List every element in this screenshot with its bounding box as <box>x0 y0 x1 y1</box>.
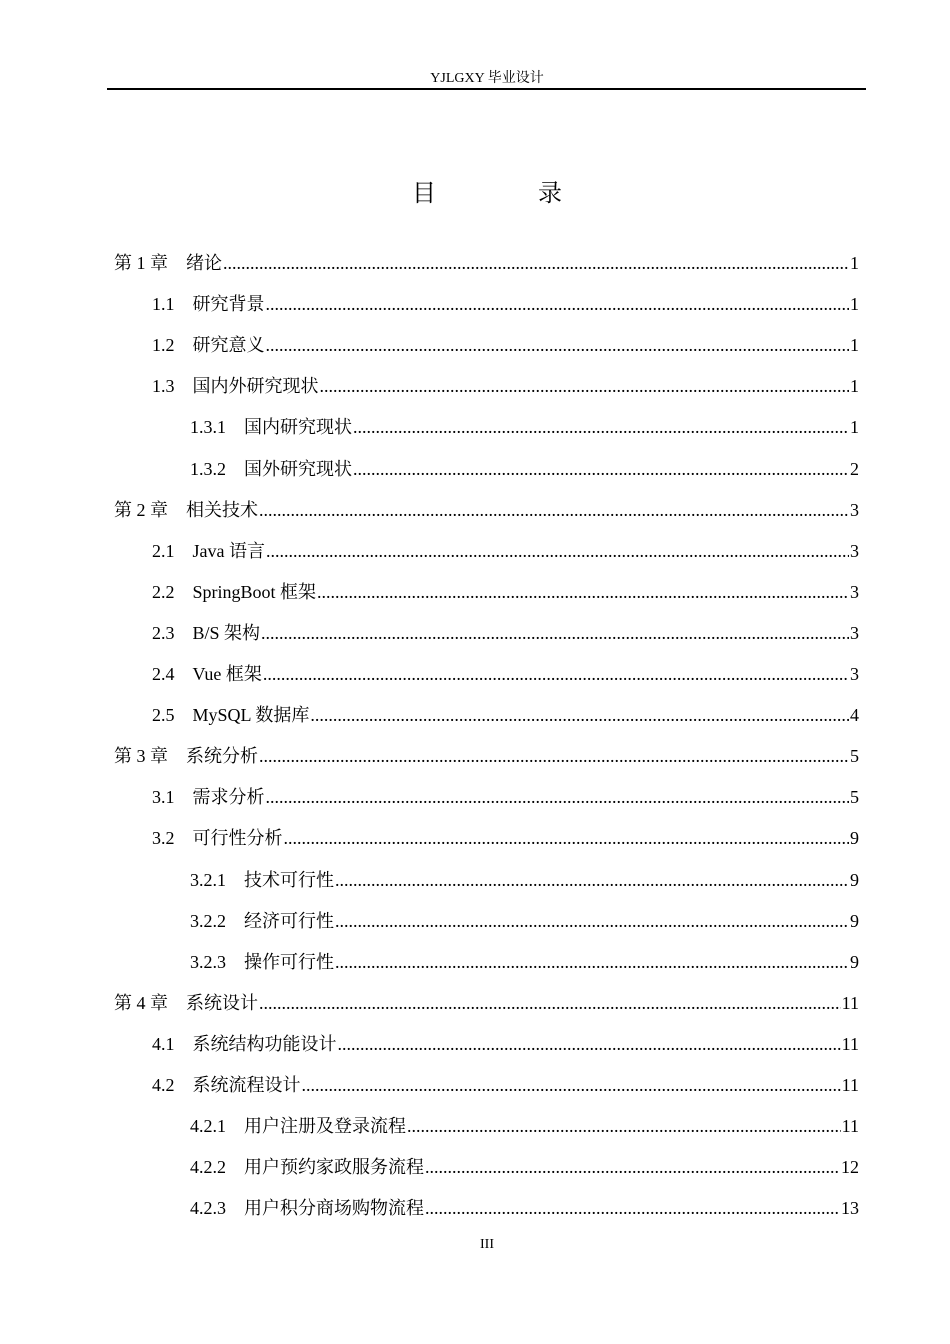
toc-entry[interactable] <box>190 933 859 974</box>
toc-dot-leader <box>261 621 849 645</box>
toc-entry-page: 1 <box>850 253 859 273</box>
toc-entry-page: 11 <box>841 1033 859 1054</box>
toc-dot-leader <box>425 1155 840 1179</box>
toc-entry-page: 1 <box>850 417 859 438</box>
toc-entry-number: 1.3.2 <box>190 458 226 479</box>
toc-dot-leader <box>335 868 849 892</box>
toc-entry[interactable] <box>190 1138 859 1179</box>
toc-entry-label: 可行性分析 <box>192 828 283 849</box>
toc-entry-number: 3.2.2 <box>190 910 226 931</box>
page-header: YJLGXY 毕业设计 <box>430 71 544 86</box>
toc-dot-leader <box>310 703 849 727</box>
toc-dot-leader <box>266 292 850 316</box>
toc-entry-page: 1 <box>850 335 859 356</box>
toc-dot-leader <box>223 251 849 275</box>
toc-entry[interactable] <box>152 645 859 686</box>
toc-entry-label: 相关技术 <box>186 499 258 520</box>
toc-entry[interactable] <box>152 357 859 398</box>
toc-entry-page: 11 <box>841 1075 859 1095</box>
toc-entry-number: 3.2.3 <box>190 951 226 972</box>
toc-entry-number: 2.4 <box>152 664 175 684</box>
page-number: III <box>480 1237 494 1252</box>
toc-entry-label: 用户积分商场购物流程 <box>244 1198 424 1219</box>
toc-entry-page: 13 <box>841 1198 859 1219</box>
toc-entry-page: 11 <box>841 992 859 1013</box>
toc-entry-number: 2.5 <box>152 705 175 726</box>
toc-entry-number: 1.1 <box>152 294 175 315</box>
toc-entry[interactable] <box>152 1015 859 1056</box>
toc-entry-label: 系统结构功能设计 <box>192 1033 337 1054</box>
toc-dot-leader <box>353 457 849 481</box>
toc-entry-page: 5 <box>850 746 859 767</box>
toc-entry[interactable] <box>152 316 859 357</box>
toc-dot-leader <box>284 826 850 850</box>
toc-entry-page: 2 <box>850 458 859 479</box>
toc-entry-label: 绪论 <box>186 253 222 273</box>
toc-entry[interactable] <box>190 892 859 933</box>
toc-entry-label: 用户预约家政服务流程 <box>244 1157 424 1178</box>
toc-entry-page: 4 <box>850 705 859 726</box>
toc-entry-label: SpringBoot 框架 <box>192 581 317 602</box>
toc-dot-leader <box>317 580 849 604</box>
toc-entry-number: 3.2 <box>152 828 175 849</box>
toc-entry-number: 1.3 <box>152 376 175 397</box>
toc-entry-number: 4.1 <box>152 1033 175 1054</box>
toc-entry-label: 系统流程设计 <box>192 1075 301 1095</box>
toc-entry[interactable] <box>114 481 859 522</box>
toc-dot-leader <box>335 950 849 974</box>
toc-entry[interactable] <box>152 809 859 850</box>
toc-entry-number: 4.2.1 <box>190 1116 226 1137</box>
toc-entry[interactable] <box>114 974 859 1015</box>
toc-dot-leader <box>425 1196 840 1220</box>
toc-dot-leader <box>266 333 850 357</box>
toc-entry-label: 研究意义 <box>192 335 265 356</box>
toc-entry-page: 3 <box>850 581 859 602</box>
toc-entry-label: MySQL 数据库 <box>192 705 310 726</box>
toc-entry-page: 9 <box>850 910 859 931</box>
toc-entry-page: 12 <box>841 1157 859 1178</box>
toc-entry-page: 5 <box>850 787 859 808</box>
toc-entry-label: 操作可行性 <box>244 951 334 972</box>
toc-dot-leader <box>259 744 849 768</box>
toc-dot-leader <box>335 909 849 933</box>
toc-entry[interactable] <box>114 234 859 275</box>
toc-entry[interactable] <box>190 1179 859 1220</box>
toc-entry[interactable] <box>152 768 859 809</box>
toc-dot-leader <box>259 991 841 1015</box>
toc-entry-page: 3 <box>850 499 859 520</box>
toc-entry-number: 4.2.3 <box>190 1198 226 1219</box>
toc-entry[interactable] <box>152 686 859 727</box>
toc-entry-number: 第 1 章 <box>114 253 168 273</box>
toc-entry-label: 研究背景 <box>192 294 265 315</box>
toc-entry-page: 3 <box>850 540 859 561</box>
toc-entry[interactable] <box>190 398 859 439</box>
toc-entry[interactable] <box>190 851 859 892</box>
toc-dot-leader <box>320 374 850 398</box>
toc-title: 目 录 <box>412 181 610 207</box>
toc-entry[interactable] <box>152 563 859 604</box>
toc-dot-leader <box>338 1032 841 1056</box>
toc-dot-leader <box>259 498 849 522</box>
toc-entry-page: 3 <box>850 664 859 684</box>
toc-entry-number: 1.3.1 <box>190 417 226 438</box>
toc-entry-page: 9 <box>850 869 859 890</box>
toc-entry[interactable] <box>152 522 859 563</box>
toc-dot-leader <box>263 662 849 686</box>
toc-entry[interactable] <box>190 1097 859 1138</box>
toc-entry-label: 系统分析 <box>186 746 258 767</box>
toc-entry-number: 第 2 章 <box>114 499 168 520</box>
toc-entry[interactable] <box>152 604 859 645</box>
toc-dot-leader <box>353 415 849 439</box>
toc-entry-page: 1 <box>850 376 859 397</box>
toc-entry[interactable] <box>114 727 859 768</box>
header-divider <box>107 88 866 90</box>
toc-entry-label: 需求分析 <box>192 787 265 808</box>
toc-entry-number: 1.2 <box>152 335 175 356</box>
toc-entry-label: 经济可行性 <box>244 910 334 931</box>
toc-entry-label: B/S 架构 <box>192 622 261 643</box>
toc-entry-label: 技术可行性 <box>244 869 334 890</box>
toc-entry-label: 国内外研究现状 <box>192 376 319 397</box>
toc-entry-label: 系统设计 <box>186 992 258 1013</box>
toc-entry-number: 2.1 <box>152 540 175 561</box>
toc-entry-label: Vue 框架 <box>192 664 262 684</box>
toc-entry-number: 第 3 章 <box>114 746 168 767</box>
toc-entry-page: 1 <box>850 294 859 315</box>
toc-entry-number: 3.2.1 <box>190 869 226 890</box>
toc-entry-page: 9 <box>850 951 859 972</box>
toc-entry-label: 国外研究现状 <box>244 458 352 479</box>
toc-entry[interactable] <box>190 440 859 481</box>
toc-dot-leader <box>266 539 849 563</box>
toc-entry[interactable] <box>152 1056 859 1097</box>
toc-entry-page: 11 <box>841 1116 859 1137</box>
toc-entry-number: 4.2 <box>152 1075 175 1095</box>
toc-entry-page: 3 <box>850 622 859 643</box>
toc-entry-number: 4.2.2 <box>190 1157 226 1178</box>
toc-entry-label: 国内研究现状 <box>244 417 352 438</box>
toc-entry-page: 9 <box>850 828 859 849</box>
toc-dot-leader <box>302 1073 841 1097</box>
toc-dot-leader <box>266 785 850 809</box>
toc-entry-label: Java 语言 <box>192 540 265 561</box>
toc-entry-number: 3.1 <box>152 787 175 808</box>
toc-entry[interactable] <box>152 275 859 316</box>
toc-entry-number: 2.3 <box>152 622 175 643</box>
toc-entry-label: 用户注册及登录流程 <box>244 1116 406 1137</box>
toc-dot-leader <box>407 1114 841 1138</box>
toc-entry-number: 2.2 <box>152 581 175 602</box>
toc-entry-number: 第 4 章 <box>114 992 168 1013</box>
